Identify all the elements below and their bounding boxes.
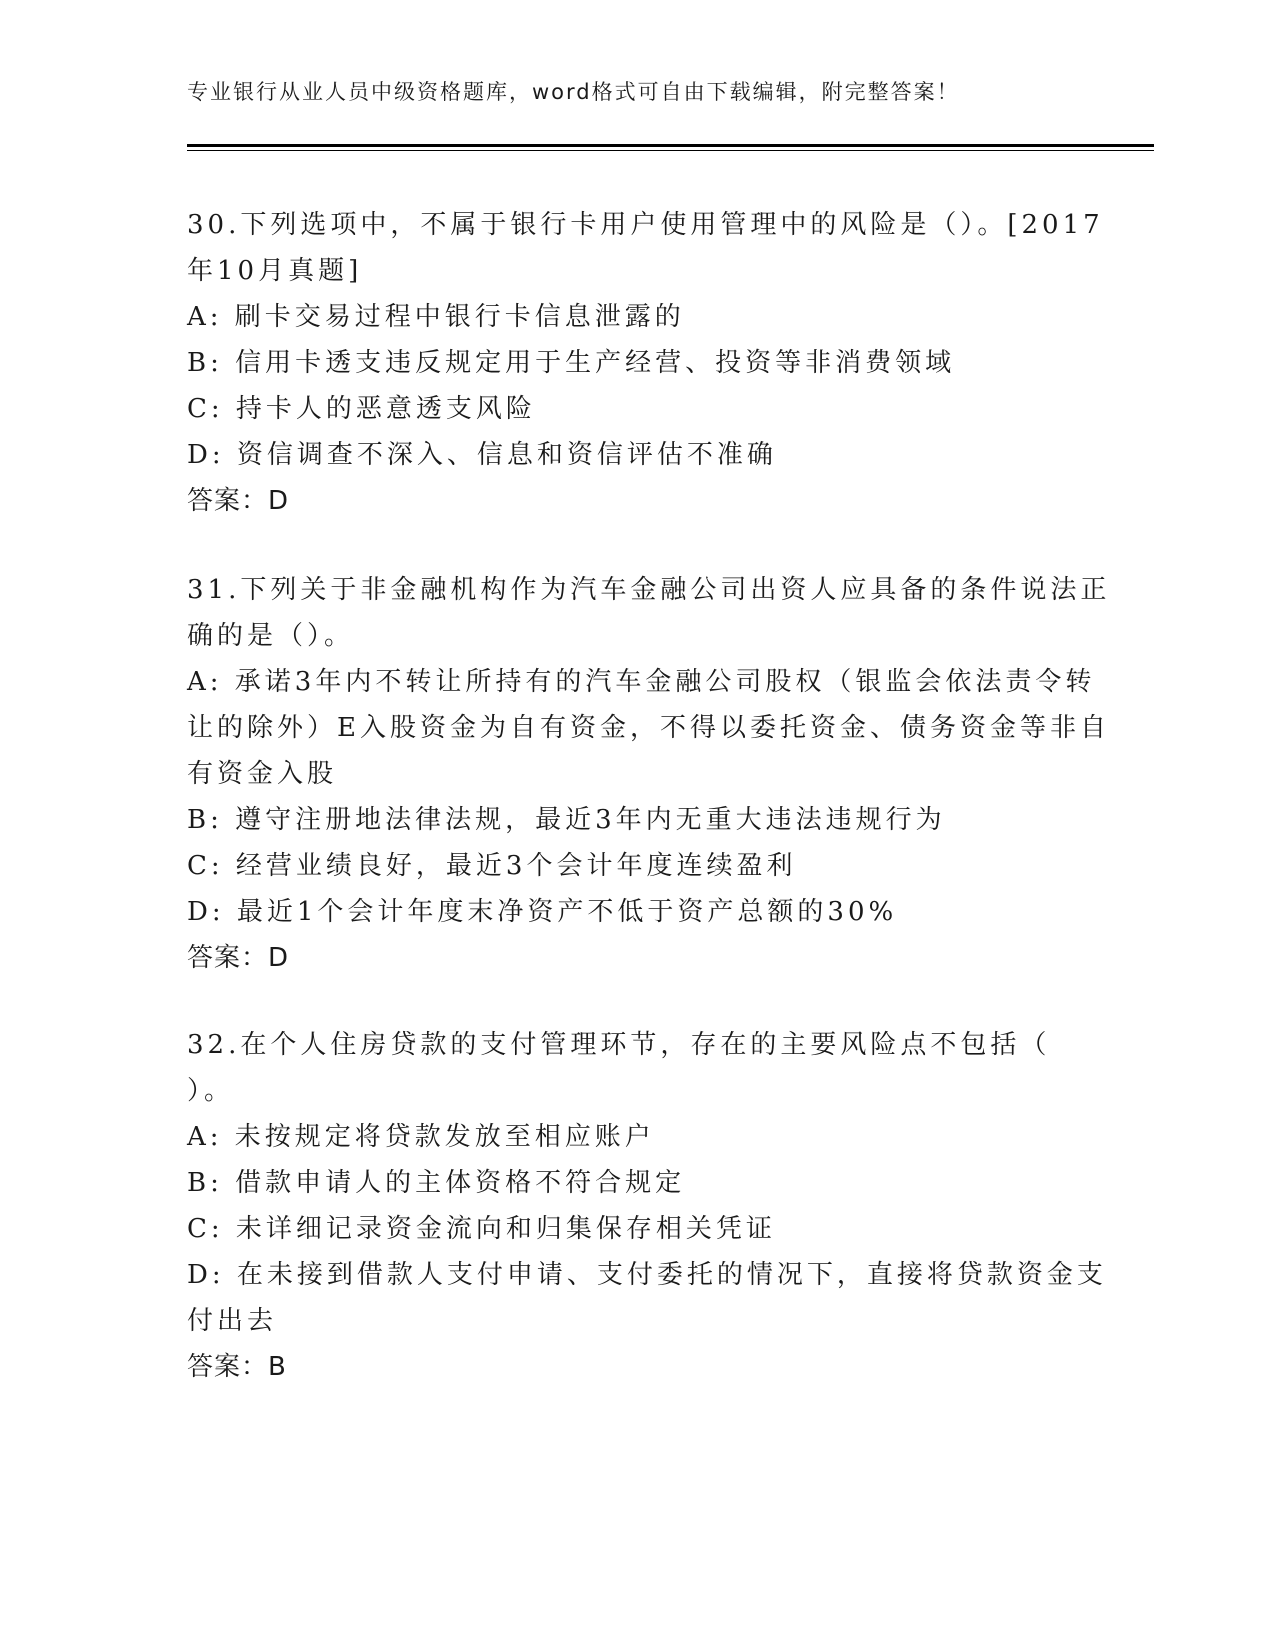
- question-stem-line: 32.在个人住房贷款的支付管理环节，存在的主要风险点不包括（: [187, 1030, 1051, 1060]
- question-32: [187, 1022, 1107, 1390]
- question-31: [187, 567, 1111, 981]
- option-a-continued: 有资金入股: [187, 759, 338, 789]
- option-a-continued: 让的除外）E入股资金为自有资金，不得以委托资金、债务资金等非自: [187, 713, 1110, 743]
- answer: 答案：D: [187, 943, 290, 973]
- option-d-continued: 付出去: [187, 1306, 278, 1336]
- answer: 答案：D: [187, 486, 290, 516]
- question-stem-line: 30.下列选项中，不属于银行卡用户使用管理中的风险是（）。[2017: [187, 210, 1104, 240]
- option-d: D: 资信调查不深入、信息和资信评估不准确: [187, 440, 777, 470]
- page-header-title: 专业银行从业人员中级资格题库，word格式可自由下载编辑，附完整答案！: [187, 80, 960, 104]
- option-c: C: 持卡人的恶意透支风险: [187, 394, 536, 424]
- answer: 答案：B: [187, 1352, 287, 1382]
- question-stem-line: 31.下列关于非金融机构作为汽车金融公司出资人应具备的条件说法正: [187, 575, 1111, 605]
- question-stem-line: 年10月真题]: [187, 256, 363, 286]
- option-d: D: 在未接到借款人支付申请、支付委托的情况下，直接将贷款资金支: [187, 1260, 1107, 1290]
- option-a: A: 承诺3年内不转让所持有的汽车金融公司股权（银监会依法责令转: [187, 667, 1096, 697]
- option-b: B: 借款申请人的主体资格不符合规定: [187, 1168, 686, 1198]
- option-b: B: 遵守注册地法律法规，最近3年内无重大违法违规行为: [187, 805, 946, 835]
- question-stem-line: 确的是（）。: [187, 621, 355, 651]
- header-rule-thin: [187, 150, 1154, 151]
- option-a: A: 刷卡交易过程中银行卡信息泄露的: [187, 302, 685, 332]
- option-a: A: 未按规定将贷款发放至相应账户: [187, 1122, 655, 1152]
- option-c: C: 经营业绩良好，最近3个会计年度连续盈利: [187, 851, 797, 881]
- question-stem-line: ）。: [187, 1076, 235, 1106]
- option-c: C: 未详细记录资金流向和归集保存相关凭证: [187, 1214, 776, 1244]
- option-d: D: 最近1个会计年度末净资产不低于资产总额的30%: [187, 897, 898, 927]
- option-b: B: 信用卡透支违反规定用于生产经营、投资等非消费领域: [187, 348, 956, 378]
- header-rule-thick: [187, 144, 1154, 147]
- question-30: [187, 202, 1104, 524]
